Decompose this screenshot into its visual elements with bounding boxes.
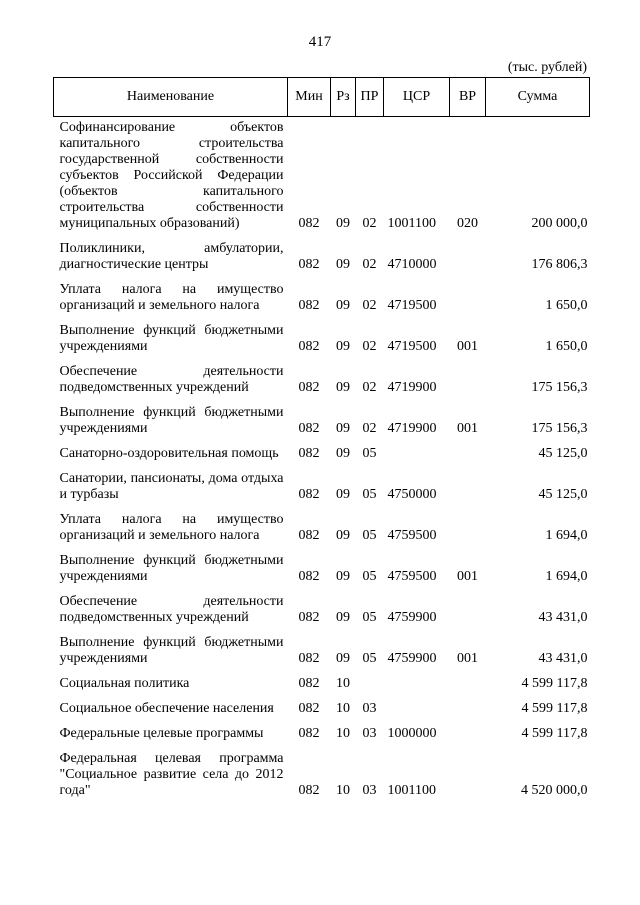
cell-rz: 09 [336, 487, 350, 502]
cell-vr [450, 237, 486, 278]
cell-vr: 001 [457, 651, 478, 666]
cell-vr [450, 360, 486, 401]
cell-name: Выполнение функций бюджетными учреждениями [59, 553, 284, 584]
table-body [54, 117, 590, 805]
cell-sum: 176 806,3 [531, 257, 588, 272]
cell-rz: 09 [336, 569, 350, 584]
cell-csr: 4719500 [387, 298, 437, 313]
cell-rz: 09 [336, 651, 350, 666]
cell-rz: 09 [336, 298, 350, 313]
cell-vr [450, 442, 486, 467]
cell-min: 082 [298, 257, 320, 272]
cell-pr: 03 [362, 701, 377, 716]
cell-rz: 10 [336, 701, 350, 716]
cell-sum: 43 431,0 [538, 610, 588, 625]
cell-sum: 4 520 000,0 [521, 783, 588, 798]
cell-vr [450, 590, 486, 631]
cell-min: 082 [298, 298, 320, 313]
table-row [54, 722, 590, 747]
cell-name: Социальное обеспечение населения [59, 701, 274, 716]
cell-min: 082 [298, 610, 320, 625]
cell-vr [450, 722, 486, 747]
cell-name: Федеральная целевая программа "Социальное развитие села до 2012 года" [59, 751, 284, 798]
cell-pr: 02 [362, 421, 377, 436]
cell-pr: 02 [362, 298, 377, 313]
cell-rz: 10 [336, 783, 350, 798]
header-pr: ПР [356, 78, 384, 117]
cell-csr: 4710000 [387, 257, 437, 272]
table-row [54, 467, 590, 508]
table-row [54, 117, 590, 238]
cell-sum: 1 650,0 [545, 339, 588, 354]
cell-vr [450, 467, 486, 508]
cell-sum: 45 125,0 [538, 446, 588, 461]
cell-csr: 4759500 [387, 569, 437, 584]
cell-sum: 1 650,0 [545, 298, 588, 313]
budget-table [53, 77, 590, 804]
table-header [54, 78, 590, 117]
cell-pr: 05 [362, 569, 377, 584]
cell-min: 082 [298, 216, 320, 231]
header-min: Мин [288, 78, 331, 117]
cell-rz: 09 [336, 610, 350, 625]
cell-min: 082 [298, 380, 320, 395]
table-row [54, 319, 590, 360]
header-name: Наименование [54, 78, 288, 117]
cell-pr: 05 [362, 610, 377, 625]
cell-sum: 1 694,0 [545, 569, 588, 584]
page-number: 417 [308, 34, 332, 50]
cell-min: 082 [298, 421, 320, 436]
cell-csr: 4719900 [387, 421, 437, 436]
cell-name: Софинансирование объектов капитального строительства государственной собственности субъектов Российской Федерации (объектов капитального строительства собственности муниципальных образований) [59, 120, 284, 231]
cell-min: 082 [298, 701, 320, 716]
cell-min: 082 [298, 446, 320, 461]
header-vr: ВР [450, 78, 486, 117]
cell-rz: 10 [336, 726, 350, 741]
cell-name: Выполнение функций бюджетными учреждениями [59, 323, 284, 354]
cell-pr: 02 [362, 380, 377, 395]
table-row [54, 747, 590, 804]
cell-pr: 02 [362, 216, 377, 231]
header-rz: Рз [331, 78, 356, 117]
cell-pr: 05 [362, 651, 377, 666]
table-row [54, 508, 590, 549]
header-sum: Сумма [486, 78, 590, 117]
cell-min: 082 [298, 569, 320, 584]
cell-name: Уплата налога на имущество организаций и земельного налога [59, 512, 284, 543]
cell-sum: 175 156,3 [531, 380, 588, 395]
cell-csr: 1001100 [387, 783, 436, 798]
cell-csr: 4759900 [387, 610, 437, 625]
cell-name: Социальная политика [59, 676, 190, 691]
cell-csr [384, 442, 450, 467]
cell-name: Федеральные целевые программы [59, 726, 264, 741]
cell-vr: 001 [457, 569, 478, 584]
table-row [54, 360, 590, 401]
cell-sum: 175 156,3 [531, 421, 588, 436]
cell-csr: 4759900 [387, 651, 437, 666]
cell-pr: 03 [362, 726, 377, 741]
cell-pr: 02 [362, 339, 377, 354]
cell-sum: 200 000,0 [531, 216, 588, 231]
cell-min: 082 [298, 339, 320, 354]
cell-rz: 09 [336, 421, 350, 436]
cell-pr: 03 [362, 783, 377, 798]
cell-min: 082 [298, 528, 320, 543]
cell-pr: 02 [362, 257, 377, 272]
cell-pr: 05 [362, 487, 377, 502]
cell-rz: 09 [336, 216, 350, 231]
cell-min: 082 [298, 783, 320, 798]
cell-pr: 05 [362, 446, 377, 461]
cell-name: Санатории, пансионаты, дома отдыха и турбазы [59, 471, 284, 502]
cell-vr [450, 278, 486, 319]
cell-min: 082 [298, 726, 320, 741]
cell-name: Поликлиники, амбулатории, диагностические центры [59, 241, 284, 272]
table-row [54, 237, 590, 278]
cell-rz: 09 [336, 380, 350, 395]
cell-csr [384, 672, 450, 697]
table-row [54, 672, 590, 697]
table-row [54, 278, 590, 319]
cell-vr: 001 [457, 339, 478, 354]
cell-sum: 45 125,0 [538, 487, 588, 502]
cell-csr: 1001100 [387, 216, 436, 231]
cell-min: 082 [298, 651, 320, 666]
header-csr: ЦСР [384, 78, 450, 117]
cell-name: Обеспечение деятельности подведомственных учреждений [59, 594, 284, 625]
cell-rz: 09 [336, 257, 350, 272]
cell-pr: 05 [362, 528, 377, 543]
cell-rz: 09 [336, 528, 350, 543]
cell-sum: 4 599 117,8 [521, 701, 588, 716]
cell-csr: 4719500 [387, 339, 437, 354]
cell-csr: 4719900 [387, 380, 437, 395]
cell-min: 082 [298, 676, 320, 691]
cell-sum: 43 431,0 [538, 651, 588, 666]
cell-csr: 4750000 [387, 487, 437, 502]
cell-csr [384, 697, 450, 722]
cell-name: Санаторно-оздоровительная помощь [59, 446, 279, 461]
cell-sum: 1 694,0 [545, 528, 588, 543]
cell-rz: 09 [336, 446, 350, 461]
cell-pr [356, 672, 384, 697]
cell-vr [450, 747, 486, 804]
cell-name: Уплата налога на имущество организаций и земельного налога [59, 282, 284, 313]
cell-name: Выполнение функций бюджетными учреждениями [59, 405, 284, 436]
cell-min: 082 [298, 487, 320, 502]
table-row [54, 631, 590, 672]
cell-sum: 4 599 117,8 [521, 676, 588, 691]
table-row [54, 442, 590, 467]
cell-vr: 020 [457, 216, 478, 231]
cell-csr: 1000000 [387, 726, 437, 741]
cell-vr [450, 697, 486, 722]
table-row [54, 590, 590, 631]
table-row [54, 549, 590, 590]
units-label: (тыс. рублей) [507, 60, 587, 75]
cell-rz: 09 [336, 339, 350, 354]
cell-csr: 4759500 [387, 528, 437, 543]
cell-name: Выполнение функций бюджетными учреждениями [59, 635, 284, 666]
table-row [54, 401, 590, 442]
cell-rz: 10 [336, 676, 350, 691]
cell-vr [450, 672, 486, 697]
cell-name: Обеспечение деятельности подведомственных учреждений [59, 364, 284, 395]
cell-sum: 4 599 117,8 [521, 726, 588, 741]
cell-vr: 001 [457, 421, 478, 436]
table-row [54, 697, 590, 722]
cell-vr [450, 508, 486, 549]
